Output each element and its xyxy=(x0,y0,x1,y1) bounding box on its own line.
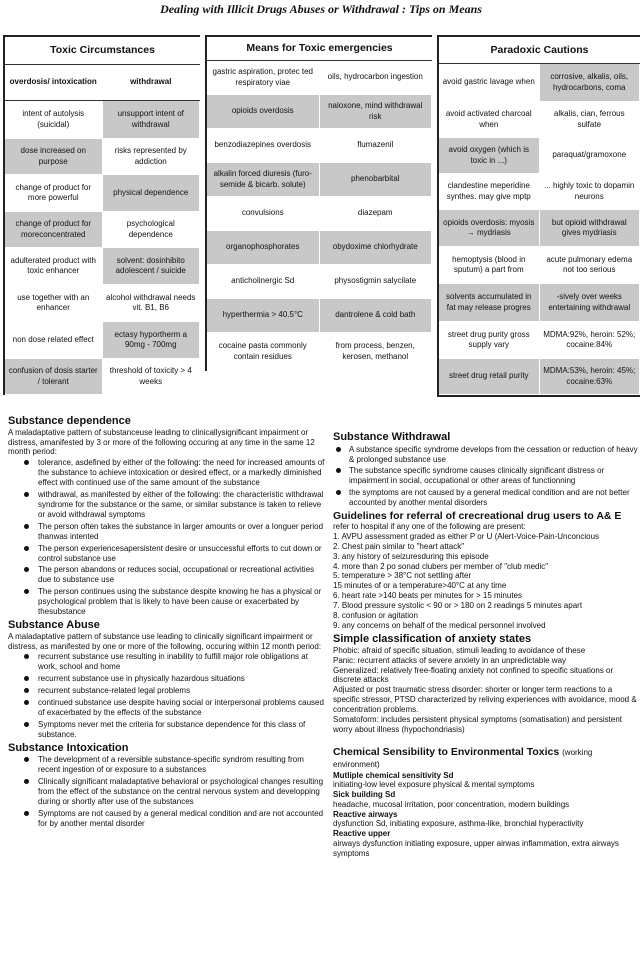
paradoxic-cautions-table xyxy=(437,35,640,397)
table-row xyxy=(5,359,200,395)
text-line: 9. any concerns on behalf of the medical personnel involved xyxy=(333,620,546,630)
table-cell-right: flumazenil xyxy=(320,129,433,162)
table-row xyxy=(5,175,200,212)
means-heading: Means for Toxic emergencies xyxy=(207,37,432,61)
table-cell-left: adulterated product with toxic enhancer xyxy=(5,248,103,284)
text-line: Panic: recurrent attacks of severe anxiety in an unpredictable way xyxy=(333,655,567,665)
table-cell-right: physostigmin salycilate xyxy=(320,265,433,298)
table-cell-right: alcohol withdrawal needs vit. B1, B6 xyxy=(103,285,201,321)
table-cell-right: from process, benzen, kerosen, methanol xyxy=(320,333,433,370)
table-cell-left: avoid activated charcoal when xyxy=(439,102,540,137)
table-cell-left: hyperthermia > 40.5°C xyxy=(207,299,320,332)
list-item: tolerance, asdefined by either of the following: the need for increased amounts of the substance to achieve intoxication or desired effect, or a markedly diminished effect with continued use of the same amount of the substance xyxy=(8,458,326,488)
table-cell-left: avoid oxygen (which is toxic in ...) xyxy=(439,138,540,173)
table-cell-right: phenobarbital xyxy=(320,163,433,196)
table-row xyxy=(207,197,432,231)
toxic-circumstances-table xyxy=(3,35,200,395)
table-row xyxy=(439,210,640,247)
column-header-withdrawal: withdrawal xyxy=(103,65,201,100)
text-line: Phobic: afraid of specific situation, stimuli leading to avoidance of these xyxy=(333,645,586,655)
list-item: recurrent substance use resulting in inability to fulfill major role obligations at work, school and home xyxy=(8,652,326,672)
entry-title: Reactive airways xyxy=(333,809,398,819)
text-line: Somatoform: includes persistent physical symptoms (somatisation) and persistent worry about illness (hypochondriasis) xyxy=(333,714,623,734)
table-row xyxy=(439,359,640,395)
table-cell-right: unsupport intent of withdrawal xyxy=(103,101,201,138)
table-row xyxy=(207,129,432,163)
abuse-intro: A maladaptative pattern of substance use leading to clinically significant impairment or distress, as manifested by one or more of the following, occuring within 12 month period: xyxy=(8,631,322,651)
list-item: recurrent substance-related legal problems xyxy=(8,686,326,696)
text-line: 4. more than 2 po sonad clubers per member of "club medic" xyxy=(333,561,549,571)
withdrawal-heading: Substance Withdrawal xyxy=(333,431,451,443)
entry-title: Sick building Sd xyxy=(333,790,396,800)
table-cell-left: gastric aspiration, protec ted respiratory viae xyxy=(207,61,320,94)
table-row xyxy=(439,247,640,284)
table-cell-right: MDMA:53%, heroin: 45%; cocaine:63% xyxy=(540,359,641,394)
dependence-intro: A maladaptative pattern of substanceuse leading to clinicallysignificant impairment or distress, amanifested by 3 or more of the following occuring at any time in the same 12 month period: xyxy=(8,427,315,457)
table-row xyxy=(439,284,640,322)
list-item: Clinically significant maladaptative behavioral or psychological changes resulting from the effect of the substance on the central nervous system and developping during or shortly after use of the substances xyxy=(8,777,326,807)
table-cell-left: hemoptysis (blood in sputum) a part from xyxy=(439,247,540,283)
table-cell-left: intent of autolysis (suicidal) xyxy=(5,101,103,138)
table-cell-right: acute pulmonary edema not too serious xyxy=(540,247,641,283)
text-line: Adjusted or post traumatic stress disorder: shorter or longer term reactions to a specific stressor, PTSD characterized by reliving experiences with avoidance, mood & concentration problems. xyxy=(333,685,637,714)
table-cell-left: anticholinergic Sd xyxy=(207,265,320,298)
intoxication-heading: Substance Intoxication xyxy=(8,741,129,754)
list-item: Symptoms are not caused by a general medical condition and are not accounted for by another mental disorder xyxy=(8,809,326,829)
table-cell-right: obydoxime chlorhydrate xyxy=(320,231,433,264)
list-item: A substance specific syndrome develops from the cessation or reduction of heavy & prolonged substance use xyxy=(333,445,640,465)
dependence-list xyxy=(8,458,326,617)
text-line: 8. confusion or agitation xyxy=(333,610,418,620)
table-cell-left: solvents accumulated in fat may release progres xyxy=(439,284,540,321)
table-cell-right: dantrolene & cold bath xyxy=(320,299,433,332)
table-cell-left: alkalin forced diuresis (furo- semide & bicarb. solute) xyxy=(207,163,320,196)
list-item: The person experiencesapersistent desire or unsuccessful efforts to cut down or control substance use xyxy=(8,544,326,564)
table-row xyxy=(207,299,432,333)
table-row xyxy=(207,265,432,299)
entry-text: initiating-low level exposure physical & mental symptoms xyxy=(333,780,535,790)
intoxication-list xyxy=(8,755,326,828)
table-row xyxy=(439,64,640,102)
list-item: The person continues using the substance despite knowing he has a physical or psychological problem that is likely to have been cause or exacerbated by thesubstance xyxy=(8,587,326,617)
table-cell-left: confusion of dosis starter / tolerant xyxy=(5,359,103,394)
text-line: 5. temperature > 38°C not settling after xyxy=(333,571,472,581)
chemical-heading-text: Chemical Sensibility to Environmental Toxics xyxy=(333,746,560,759)
list-item: recurrent substance use in physically hazardous situations xyxy=(8,674,326,684)
table-cell-left: cocaine pasta commonly contain residues xyxy=(207,333,320,370)
entry-title: Reactive upper xyxy=(333,829,391,839)
list-item: Symptoms never met the criteria for substance dependence for this class of substance. xyxy=(8,720,326,740)
text-line: 2. Chest pain similar to "heart attack" xyxy=(333,541,465,551)
table-cell-right: ectasy hyportherm a 90mg - 700mg xyxy=(103,322,201,358)
table-cell-left: non dose related effect xyxy=(5,322,103,358)
dependence-heading: Substance dependence xyxy=(8,415,131,427)
table-row xyxy=(439,138,640,174)
table-cell-right: physical dependence xyxy=(103,175,201,211)
text-line: 1. AVPU assessment graded as either P or U (Alert-Voice-Pain-Unconcious xyxy=(333,532,600,542)
table-row xyxy=(207,163,432,197)
page-title: Dealing with Illicit Drugs Abuses or Withdrawal : Tips on Means xyxy=(160,2,482,16)
table-cell-right: solvent: dosinhibito adolescent / suicide xyxy=(103,248,201,284)
table-cell-right: threshold of toxicity > 4 weeks xyxy=(103,359,201,394)
table-cell-right: psychological dependence xyxy=(103,212,201,247)
table-cell-right: MDMA:92%, heroin: 52%; cocaine:84% xyxy=(540,322,641,358)
table-row xyxy=(207,95,432,129)
table-cell-right: -sively over weeks entertaining withdrawal xyxy=(540,284,641,321)
table-row xyxy=(5,139,200,175)
list-item: The person often takes the substance in larger amounts or over a longuer period thanwas intented xyxy=(8,522,326,542)
text-line: 3. any history of seizuresduring this episode xyxy=(333,551,489,561)
table-cell-left: opioids overdosis: myosis → mydriasis xyxy=(439,210,540,246)
table-cell-left: dose increased on purpose xyxy=(5,139,103,174)
abuse-heading: Substance Abuse xyxy=(8,618,100,631)
list-item: withdrawal, as manifested by either of the following: the characteristic withdrawal syndrome for the substance or the same, or similar substance is taken to relieve or avoid withdrawal symptoms xyxy=(8,490,326,520)
table-row xyxy=(5,285,200,322)
table-row xyxy=(5,212,200,248)
table-cell-right: alkalis, cian, ferrous sulfate xyxy=(540,102,641,137)
table-cell-right: naloxone, mind withdrawal risk xyxy=(320,95,433,128)
guidelines-heading: Guidelines for referral of crecreational drug users to A& E xyxy=(333,510,622,523)
entry-text: headache, mucosal irritation, poor concentration, modern buildings xyxy=(333,799,570,809)
means-table xyxy=(205,35,432,371)
column-header-overdosis: overdosis/ intoxication xyxy=(5,65,103,100)
table-row xyxy=(207,231,432,265)
entry-text: dysfunction Sd, initiating exposure, asthma-like, bronchial hyperactivity xyxy=(333,819,584,829)
toxic-circumstances-heading: Toxic Circumstances xyxy=(5,37,200,65)
table-cell-right: diazepam xyxy=(320,197,433,230)
table-row xyxy=(5,101,200,139)
table-cell-left: street drug purity gross supply vary xyxy=(439,322,540,358)
right-text-column xyxy=(333,430,640,955)
table-row xyxy=(5,248,200,285)
table-cell-right: oils, hydrocarbon ingestion xyxy=(320,61,433,94)
table-cell-right: risks represented by addiction xyxy=(103,139,201,174)
abuse-list xyxy=(8,652,326,739)
table-cell-left: convulsions xyxy=(207,197,320,230)
table-cell-left: change of product for more powerful xyxy=(5,175,103,211)
table-cell-left: benzodiazepines overdosis xyxy=(207,129,320,162)
table-cell-left: organophosphorates xyxy=(207,231,320,264)
table-cell-left: opioids overdosis xyxy=(207,95,320,128)
text-line: 6. heart rate >140 beats per minutes for > 15 minutes xyxy=(333,591,522,601)
entry-text: airways dysfunction initiating exposure, upper airwas inflammation, extra airways symptoms xyxy=(333,839,619,858)
anxiety-list xyxy=(333,646,640,734)
table-cell-right: ... highly toxic to dopamin neurons xyxy=(540,174,641,209)
paradoxic-cautions-heading: Paradoxic Cautions xyxy=(439,37,640,64)
chemical-entries xyxy=(333,771,640,859)
table-row xyxy=(439,102,640,138)
table-cell-left: use together with an enhancer xyxy=(5,285,103,321)
table-cell-left: avoid gastric lavage when xyxy=(439,64,540,101)
anxiety-heading: Simple classification of anxiety states xyxy=(333,633,532,646)
list-item: The development of a reversible substance-specific syndrom resulting from recent ingestion of or exposure to a substances xyxy=(8,755,326,775)
table-row xyxy=(207,333,432,371)
list-item: The person abandons or reduces social, occupational or recreational activities due to substance use xyxy=(8,565,326,585)
entry-title: Mutliple chemical sensitivity Sd xyxy=(333,770,454,780)
table-cell-left: clandestine meperidine synthes. may give mptp xyxy=(439,174,540,209)
withdrawal-list xyxy=(333,445,640,508)
guidelines-list xyxy=(333,532,640,630)
text-line: Generalized: relatively free-floating anxiety not confined to specific situations or discrete attacks xyxy=(333,665,614,685)
table-cell-right: corrosive, alkalis, oils, hydrocarbons, coma xyxy=(540,64,641,101)
table-row xyxy=(5,322,200,359)
left-text-column xyxy=(8,414,326,954)
table-cell-right: paraquat/gramoxone xyxy=(540,138,641,173)
table-cell-left: street drug retail purity xyxy=(439,359,540,394)
list-item: continued substance use despite having social or interpersonal problems caused of exacerbated by the effects of the substance xyxy=(8,698,326,718)
text-line: 7. Blood pressure systolic < 90 or > 180 on 2 readings 5 minutes apart xyxy=(333,600,583,610)
guidelines-intro: refer to hospital if any one of the following are present: xyxy=(333,522,526,532)
list-item: The substance specific syndrome causes clinically significant distress or impairment in social, occupational or other areas of functionning xyxy=(333,466,640,486)
table-row xyxy=(207,61,432,95)
chemical-heading-note: (working environment) xyxy=(333,748,593,770)
table-row xyxy=(439,174,640,210)
table-header-row xyxy=(5,65,200,101)
chemical-heading xyxy=(333,746,640,770)
table-cell-right: but opioid withdrawal gives mydriasis xyxy=(540,210,641,246)
list-item: the symptoms are not caused by a general medical condition and are not better accounted by another mental disorders xyxy=(333,488,640,508)
table-row xyxy=(439,322,640,359)
table-cell-left: change of product for moreconcentrated xyxy=(5,212,103,247)
text-line: 15 minutes of or a temperature>40°C at any time xyxy=(333,581,507,591)
